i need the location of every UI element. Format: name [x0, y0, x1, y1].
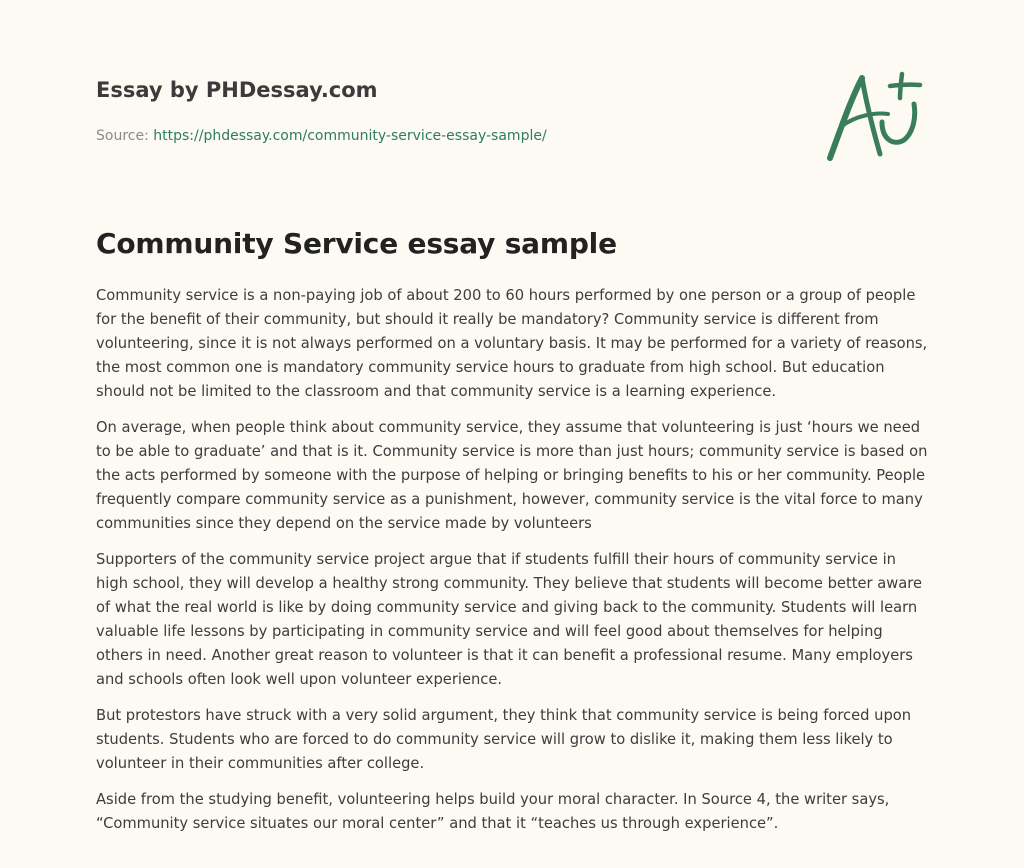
- source-line: [96, 126, 796, 146]
- source-label: Source:: [96, 128, 149, 144]
- essay-paragraph: On average, when people think about community service, they assume that volunteering is just ‘hours we need to be able to graduate’ and that is it. Community service is more than just hours; community service is based on the acts performed by someone with the purpose of helping or bringing benefits to his or her community. People frequently compare community service as a punishment, however, community service is the vital force to many communities since they depend on the service made by volunteers: [96, 419, 928, 532]
- essay-paragraph: Aside from the studying benefit, volunteering helps build your moral character. In Source 4, the writer says, “Community service situates our moral center” and that it “teaches us through experience”.: [96, 791, 890, 832]
- essay-header: [96, 76, 796, 146]
- essay-paragraph: Community service is a non-paying job of about 200 to 60 hours performed by one person or a group of people for the benefit of their community, but should it really be mandatory? Community service is different from volunteering, since it is not always performed on a voluntary basis. It may be performed for a variety of reasons, the most common one is mandatory community service hours to graduate from high school. But education should not be limited to the classroom and that community service is a learning experience.: [96, 287, 928, 400]
- a-plus-grade-icon: [820, 66, 930, 166]
- essay-paragraph: But protestors have struck with a very solid argument, they think that community service is being forced upon students. Students who are forced to do community service will grow to dislike it, making them less likely to volunteer in their communities after college.: [96, 707, 912, 772]
- essay-body: [96, 284, 930, 848]
- brand-title: Essay by PHDessay.com: [96, 78, 378, 102]
- essay-paragraph: Supporters of the community service project argue that if students fulfill their hours of community service in high school, they will develop a healthy strong community. They believe that students will become better aware of what the real world is like by doing community service and giving back to the community. Students will learn valuable life lessons by participating in community service and will feel good about themselves for helping others in need. Another great reason to volunteer is that it can benefit a professional resume. Many employers and schools often look well upon volunteer experience.: [96, 551, 922, 688]
- source-link[interactable]: https://phdessay.com/community-service-essay-sample/: [153, 128, 547, 144]
- essay-title: Community Service essay sample: [96, 227, 617, 260]
